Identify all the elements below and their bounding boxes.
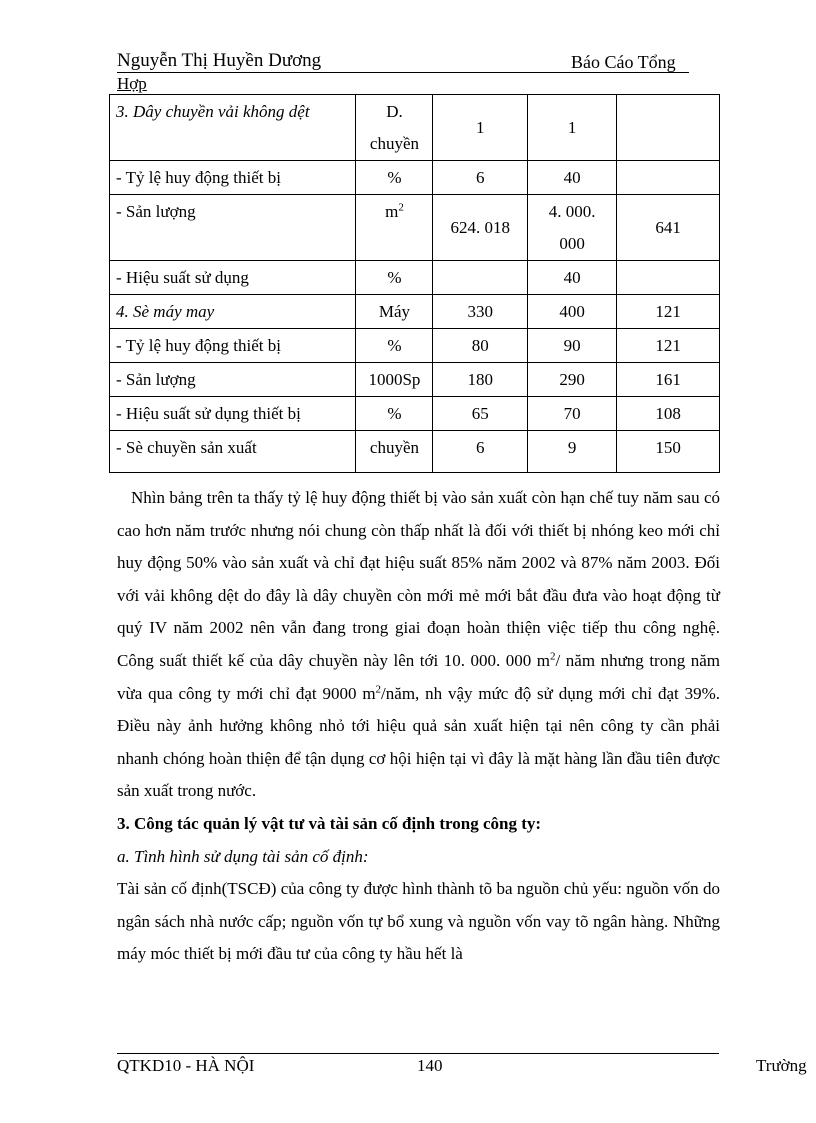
- row-value-2: 40: [527, 261, 616, 295]
- header-report-title: Báo Cáo Tổng: [571, 52, 676, 72]
- row-value-3: [617, 161, 720, 195]
- row-value-3: 641: [617, 195, 720, 261]
- row-name: - Sè chuyền sản xuất: [110, 431, 356, 473]
- row-value-2: 40: [527, 161, 616, 195]
- table-row: [110, 329, 720, 363]
- row-name: 4. Sè máy may: [110, 295, 356, 329]
- row-value-3: 161: [617, 363, 720, 397]
- row-unit-base: m: [385, 202, 399, 221]
- equipment-table: [109, 94, 720, 473]
- paragraph-text: / năm nhưng trong năm vừa qua công ty mới chỉ đạt 9000 m: [117, 650, 720, 703]
- row-unit: Máy: [356, 295, 433, 329]
- row-unit: %: [356, 329, 433, 363]
- table-row: [110, 161, 720, 195]
- table-row: [110, 95, 720, 161]
- table-row: [110, 295, 720, 329]
- row-value-1: [433, 261, 527, 295]
- header-divider: [117, 72, 689, 73]
- table-row: [110, 261, 720, 295]
- row-value-2: 9: [527, 431, 616, 473]
- row-unit-line: chuyền: [369, 133, 419, 153]
- row-name: - Tỷ lệ huy động thiết bị: [110, 161, 356, 195]
- table-row: [110, 431, 720, 473]
- superscript: 2: [375, 682, 382, 695]
- row-unit: %: [356, 397, 433, 431]
- row-unit-sup: 2: [398, 201, 404, 214]
- table-row: [110, 195, 720, 261]
- table-row: [110, 397, 720, 431]
- row-value-1: 624. 018: [433, 195, 527, 261]
- row-value-3: 108: [617, 397, 720, 431]
- body-text: [117, 482, 720, 971]
- footer-left: QTKD10 - HÀ NỘI: [117, 1056, 255, 1075]
- row-name: - Sản lượng: [110, 363, 356, 397]
- row-value-2: 400: [527, 295, 616, 329]
- row-value-1: 330: [433, 295, 527, 329]
- row-value-3: [617, 95, 720, 161]
- row-value-line: 000: [559, 233, 585, 253]
- row-value-1: 6: [433, 161, 527, 195]
- row-name: - Sản lượng: [110, 195, 356, 261]
- paragraph-text: /năm, nh vậy mức độ sử dụng mới chỉ đạt 39%. Điều này ảnh hưởng không nhỏ tới hiệu quả sản xuất hiện tại nên công ty cần phải nhanh chóng hoàn thiện để tận dụng cơ hội hiện tại vì đây là mặt hàng lần đầu tiên được sản xuất trong nước.: [117, 683, 720, 801]
- page-number: 140: [417, 1056, 443, 1075]
- row-value-1: 180: [433, 363, 527, 397]
- row-value-1: 6: [433, 431, 527, 473]
- row-name: - Hiệu suất sử dụng: [110, 261, 356, 295]
- paragraph-text: Nhìn bảng trên ta thấy tỷ lệ huy động thiết bị vào sản xuất còn hạn chế tuy năm sau có cao hơn năm trước nhưng nói chung còn thấp nhất là đối với thiết bị nhóng keo mới chỉ huy động 50% vào sản xuất và chỉ đạt hiệu suất 85% năm 2002 và 87% năm 2003. Đối với vải không dệt do đây là dây chuyền còn mới mẻ mới bắt đầu đưa vào hoạt động từ quý IV năm 2002 nên vẫn đang trong giai đoạn hoàn thiện việc tiếp thu công nghệ. Công suất thiết kế của dây chuyền này lên tới 10. 000. 000 m: [117, 488, 720, 670]
- row-name: 3. Dây chuyền vải không dệt: [110, 95, 356, 161]
- header-report-title-wrap: Hợp: [117, 74, 147, 93]
- row-value-line: 4. 000.: [548, 201, 596, 221]
- paragraph-fixed-assets: Tài sản cố định(TSCĐ) của công ty được hình thành tõ ba nguồn chủ yếu: nguồn vốn do ngân sách nhà nước cấp; nguồn vốn tự bổ xung và nguồn vốn vay tõ ngân hàng. Những máy móc thiết bị mới đầu tư của công ty hầu hết là: [117, 879, 720, 964]
- row-value-2: 70: [527, 397, 616, 431]
- superscript: 2: [550, 650, 556, 663]
- section-heading: 3. Công tác quản lý vật tư và tài sản cố định trong công ty:: [117, 813, 542, 833]
- row-name: - Tỷ lệ huy động thiết bị: [110, 329, 356, 363]
- row-value-3: [617, 261, 720, 295]
- row-value-2: 90: [527, 329, 616, 363]
- subsection-heading: a. Tình hình sử dụng tài sản cố định:: [117, 846, 369, 866]
- row-unit-line: D.: [386, 101, 403, 121]
- row-value-1: 1: [433, 95, 527, 161]
- row-value-3: 121: [617, 329, 720, 363]
- row-value-3: 150: [617, 431, 720, 473]
- row-value-2: 290: [527, 363, 616, 397]
- row-unit: %: [356, 161, 433, 195]
- table-row: [110, 363, 720, 397]
- row-value-1: 65: [433, 397, 527, 431]
- row-value-1: 80: [433, 329, 527, 363]
- row-value-2: [527, 195, 616, 261]
- row-unit: [356, 195, 433, 261]
- row-unit: chuyền: [356, 431, 433, 473]
- header-author: Nguyễn Thị Huyền Dương: [117, 50, 322, 71]
- footer-divider: [117, 1053, 719, 1054]
- row-unit: [356, 95, 433, 161]
- row-value-3: 121: [617, 295, 720, 329]
- paragraph-analysis: [117, 482, 720, 808]
- row-name: - Hiệu suất sử dụng thiết bị: [110, 397, 356, 431]
- footer-right: Trường: [756, 1056, 807, 1075]
- row-unit: %: [356, 261, 433, 295]
- row-unit: 1000Sp: [356, 363, 433, 397]
- row-value-2: 1: [527, 95, 616, 161]
